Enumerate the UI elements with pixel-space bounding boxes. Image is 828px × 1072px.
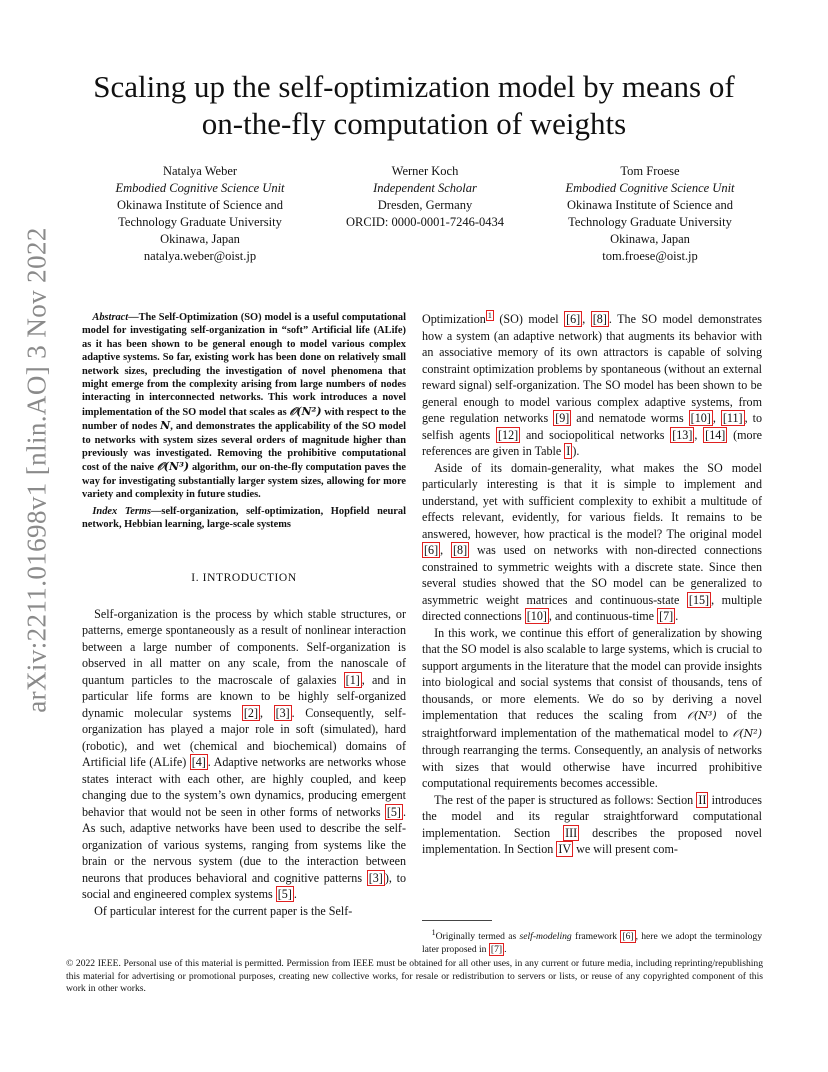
citation-link[interactable]: [2] bbox=[243, 705, 258, 720]
text-run: Self-organization is the process by which stable structures, or patterns, emerge spontaneously as a result of nonlinear interaction between a large number of components. Self-organization is observed in all matter on any scale, from the nanoscale of quantum particles to the macroscale of galaxies bbox=[82, 606, 406, 687]
citation-link[interactable]: [5] bbox=[277, 887, 292, 901]
author-affiliation: Embodied Cognitive Science Unit bbox=[565, 181, 735, 195]
section-reference-link[interactable]: II bbox=[698, 792, 707, 807]
copyright-notice: © 2022 IEEE. Personal use of this material is permitted. Permission from IEEE must be obtained for all other uses, in any current or future media, including reprinting/republishing this material for advertising or promotional purposes, creating new collective works, for resale or redistribution to servers or lists, or reuse of any copyrighted component of this work in other works. bbox=[66, 958, 763, 995]
citation-link[interactable]: [9] bbox=[555, 411, 570, 425]
paper-title bbox=[40, 68, 788, 142]
section-heading-introduction: I. INTRODUCTION bbox=[191, 571, 297, 584]
citation-link[interactable]: [12] bbox=[498, 427, 519, 442]
text-run: , bbox=[694, 427, 704, 442]
text-run: . Adaptive networks are networks whose states interact with each other, are highly coupled, and keep changing due to the system’s own dynamics, producing emergent behavior that would not be seen in other forms of networks bbox=[82, 755, 406, 819]
citation-link[interactable]: [7] bbox=[490, 943, 503, 955]
author-2 bbox=[320, 163, 530, 265]
citation-link[interactable]: [5] bbox=[386, 804, 401, 819]
math-expression: 𝒪(N²) bbox=[289, 404, 322, 418]
author-institution: Okinawa Institute of Science and bbox=[117, 198, 283, 212]
footnote-divider bbox=[422, 920, 492, 921]
text-run: through rearranging the terms. Consequently, an analysis of networks with sizes that would otherwise have incurred prohibitive computational requirements becomes accessible. bbox=[422, 743, 762, 790]
right-paragraph-4 bbox=[422, 792, 762, 858]
abstract-text: with respect to the number of nodes bbox=[82, 406, 406, 433]
citation-link[interactable]: [6] bbox=[622, 931, 634, 943]
right-paragraph-1 bbox=[422, 311, 762, 460]
right-column bbox=[422, 311, 762, 858]
text-run: , here we adopt the terminology later proposed in bbox=[422, 931, 762, 955]
citation-link[interactable]: [13] bbox=[672, 427, 693, 442]
citation-link[interactable]: [6] bbox=[566, 312, 581, 326]
footnote-link[interactable]: 1 bbox=[487, 310, 492, 320]
text-run: In this work, we continue this effort of generalization by showing that the SO model is also scalable to large systems, which is crucial to support arguments in the literature that the model can provide insights into biological and social systems that consist of thousands, tens of thousands, or more elements. We do so by deriving a novel implementation that reduces the scaling from bbox=[422, 625, 762, 722]
text-run: , multiple directed connections bbox=[422, 592, 762, 623]
text-run: , to selfish agents bbox=[422, 411, 762, 442]
text-run: self-modeling bbox=[519, 931, 572, 943]
text-run: , bbox=[440, 543, 452, 557]
author-3 bbox=[545, 163, 755, 265]
arxiv-id-text: arXiv:2211.01698v1 [nlin.AO] 3 Nov 2022 bbox=[21, 227, 52, 713]
text-run: , and continuous-time bbox=[548, 609, 658, 623]
text-run: and nematode worms bbox=[571, 411, 689, 425]
citation-link[interactable]: [6] bbox=[424, 543, 439, 557]
index-terms-label: Index Terms bbox=[92, 505, 152, 517]
author-name: Werner Koch bbox=[391, 164, 459, 178]
right-paragraph-2 bbox=[422, 460, 762, 625]
title-line-2: on-the-fly computation of weights bbox=[201, 106, 627, 141]
citation-link[interactable]: [14] bbox=[705, 427, 726, 442]
footnote-mark: 1 bbox=[431, 928, 436, 937]
text-run: , bbox=[582, 312, 591, 326]
author-location: Okinawa, Japan bbox=[610, 232, 690, 246]
author-name: Tom Froese bbox=[620, 164, 680, 178]
citation-link[interactable]: [4] bbox=[191, 755, 206, 769]
text-run: , and in particular life forms are known to be highly self-organized dynamic molecular systems bbox=[82, 672, 406, 720]
citation-link[interactable]: [7] bbox=[659, 609, 674, 623]
text-run: . Consequently, self-organization has played a major role in soft (simulated), hard (robotic), and wet (chemical and biochemical) domains of Artificial life (ALife) bbox=[82, 705, 406, 769]
title-line-1: Scaling up the self-optimization model by means of bbox=[93, 69, 735, 104]
abstract bbox=[82, 311, 406, 502]
text-run: . bbox=[675, 609, 679, 623]
author-block bbox=[95, 163, 755, 265]
text-run: ), to social and engineered complex systems bbox=[82, 870, 406, 901]
abstract-text: , and demonstrates the applicability of the SO model to networks with system sizes several orders of magnitude higher than previously was investigated. Removing the prohibitive computational cost of the naive bbox=[82, 421, 406, 474]
text-run: The rest of the paper is structured as follows: Section bbox=[434, 792, 697, 807]
citation-link[interactable]: [15] bbox=[688, 592, 710, 607]
text-run: Aside of its domain-generality, what makes the SO model particularly interesting is that it is simple to implement and understand, yet with sufficient complexity to exhibit a multitude of effects relevant, evidently, for various fields. It remains to be answered, however, how practical is the model? The original model bbox=[422, 460, 762, 541]
text-run: ). bbox=[572, 444, 580, 458]
text-run: was used on networks with non-directed connections constrained to symmetric weights with a discrete state. Since then several studies showed that the SO model can be generalized to asymmetric weight matrices and continuous-state bbox=[422, 543, 763, 607]
author-email: natalya.weber@oist.jp bbox=[143, 249, 257, 263]
author-institution: Okinawa Institute of Science and bbox=[567, 198, 733, 212]
section-reference-link[interactable]: IV bbox=[558, 842, 572, 856]
text-run: (more references are given in Table bbox=[422, 427, 762, 458]
text-run: , bbox=[260, 705, 274, 720]
text-run: Optimization bbox=[422, 312, 486, 326]
author-affiliation: Independent Scholar bbox=[373, 181, 477, 195]
index-terms-text: —self-organization, self-optimization, Hopfield neural network, Hebbian learning, large-scale systems bbox=[82, 505, 406, 531]
text-run: we will present com- bbox=[573, 842, 678, 856]
citation-link[interactable]: [10] bbox=[690, 411, 711, 425]
author-location: Dresden, Germany bbox=[377, 198, 473, 212]
citation-link[interactable]: [10] bbox=[526, 609, 547, 623]
author-institution-2: Technology Graduate University bbox=[568, 215, 732, 229]
index-terms bbox=[82, 505, 406, 532]
citation-link[interactable]: [3] bbox=[275, 705, 290, 720]
text-run: (SO) model bbox=[493, 312, 565, 326]
text-run: , bbox=[712, 411, 721, 425]
text-run: Originally termed as bbox=[435, 931, 520, 943]
abstract-text: algorithm, our on-the-fly computation paves the way for investigating substantially larger system sizes, allowing for more variety and complexity in future studies. bbox=[82, 462, 406, 501]
citation-link[interactable]: [11] bbox=[722, 411, 743, 425]
math-expression: 𝒪(N³) bbox=[156, 460, 190, 474]
citation-link[interactable]: [1] bbox=[345, 672, 360, 687]
text-run: . As such, adaptive networks have been used to describe the self-organization of various systems, ranging from systems like the brain or the nervous system (due to the interaction between neurons that produces behavioral and cognitive patterns bbox=[82, 804, 406, 885]
author-1 bbox=[95, 163, 305, 265]
math-expression: 𝒪(N²) bbox=[732, 726, 762, 740]
text-run: and sociopolitical networks bbox=[520, 427, 671, 442]
text-run: introduces the model and its regular straightforward computational implementation. Section bbox=[422, 792, 762, 840]
author-affiliation: Embodied Cognitive Science Unit bbox=[115, 181, 285, 195]
citation-link[interactable]: [3] bbox=[368, 870, 383, 885]
footnote bbox=[422, 927, 762, 956]
author-location: Okinawa, Japan bbox=[160, 232, 240, 246]
intro-paragraph-2: Of particular interest for the current paper is the Self- bbox=[94, 903, 353, 918]
text-run: . The SO model demonstrates how a system (an adaptive network) that augments its behavior with an associative memory of its own attractors is capable of solving constraint optimization problems by spontaneous (without an external reward signal) self-organization. The SO model has been shown to be general enough to model various complex adaptive systems, from gene regulation networks bbox=[422, 312, 762, 425]
right-paragraph-3 bbox=[422, 625, 762, 792]
text-run: of the straightforward implementation of the mathematical model to bbox=[422, 708, 762, 740]
citation-link[interactable]: [8] bbox=[453, 543, 468, 557]
text-run: framework bbox=[571, 931, 621, 943]
citation-link[interactable]: [8] bbox=[592, 312, 607, 326]
text-run: . bbox=[293, 887, 297, 901]
text-run: describes the proposed novel implementation. In Section bbox=[422, 825, 762, 856]
intro-paragraph-1 bbox=[82, 606, 406, 903]
author-name: Natalya Weber bbox=[162, 164, 238, 178]
abstract-text: —The Self-Optimization (SO) model is a useful computational model for investigating self-organization in “soft” Artificial life (ALife) as it has been shown to be general enough to model various complex adaptive systems. So far, existing work has been done on relatively small network sizes, precluding the investigation of novel phenomena that might emerge from the complexity arising from large numbers of nodes interacting in interconnected networks. This work introduces a novel implementation of the SO model that scales as bbox=[82, 312, 406, 418]
math-expression: 𝒪(N³) bbox=[687, 709, 717, 722]
math-expression: N bbox=[160, 419, 171, 433]
abstract-label: Abstract bbox=[92, 312, 129, 323]
author-orcid: ORCID: 0000-0001-7246-0434 bbox=[346, 215, 504, 229]
left-column bbox=[82, 311, 406, 919]
table-reference-link[interactable]: I bbox=[566, 444, 571, 458]
author-email: tom.froese@oist.jp bbox=[602, 249, 698, 263]
section-reference-link[interactable]: III bbox=[565, 825, 578, 840]
text-run: . bbox=[504, 943, 507, 955]
arxiv-identifier bbox=[21, 227, 52, 713]
author-institution-2: Technology Graduate University bbox=[118, 215, 282, 229]
